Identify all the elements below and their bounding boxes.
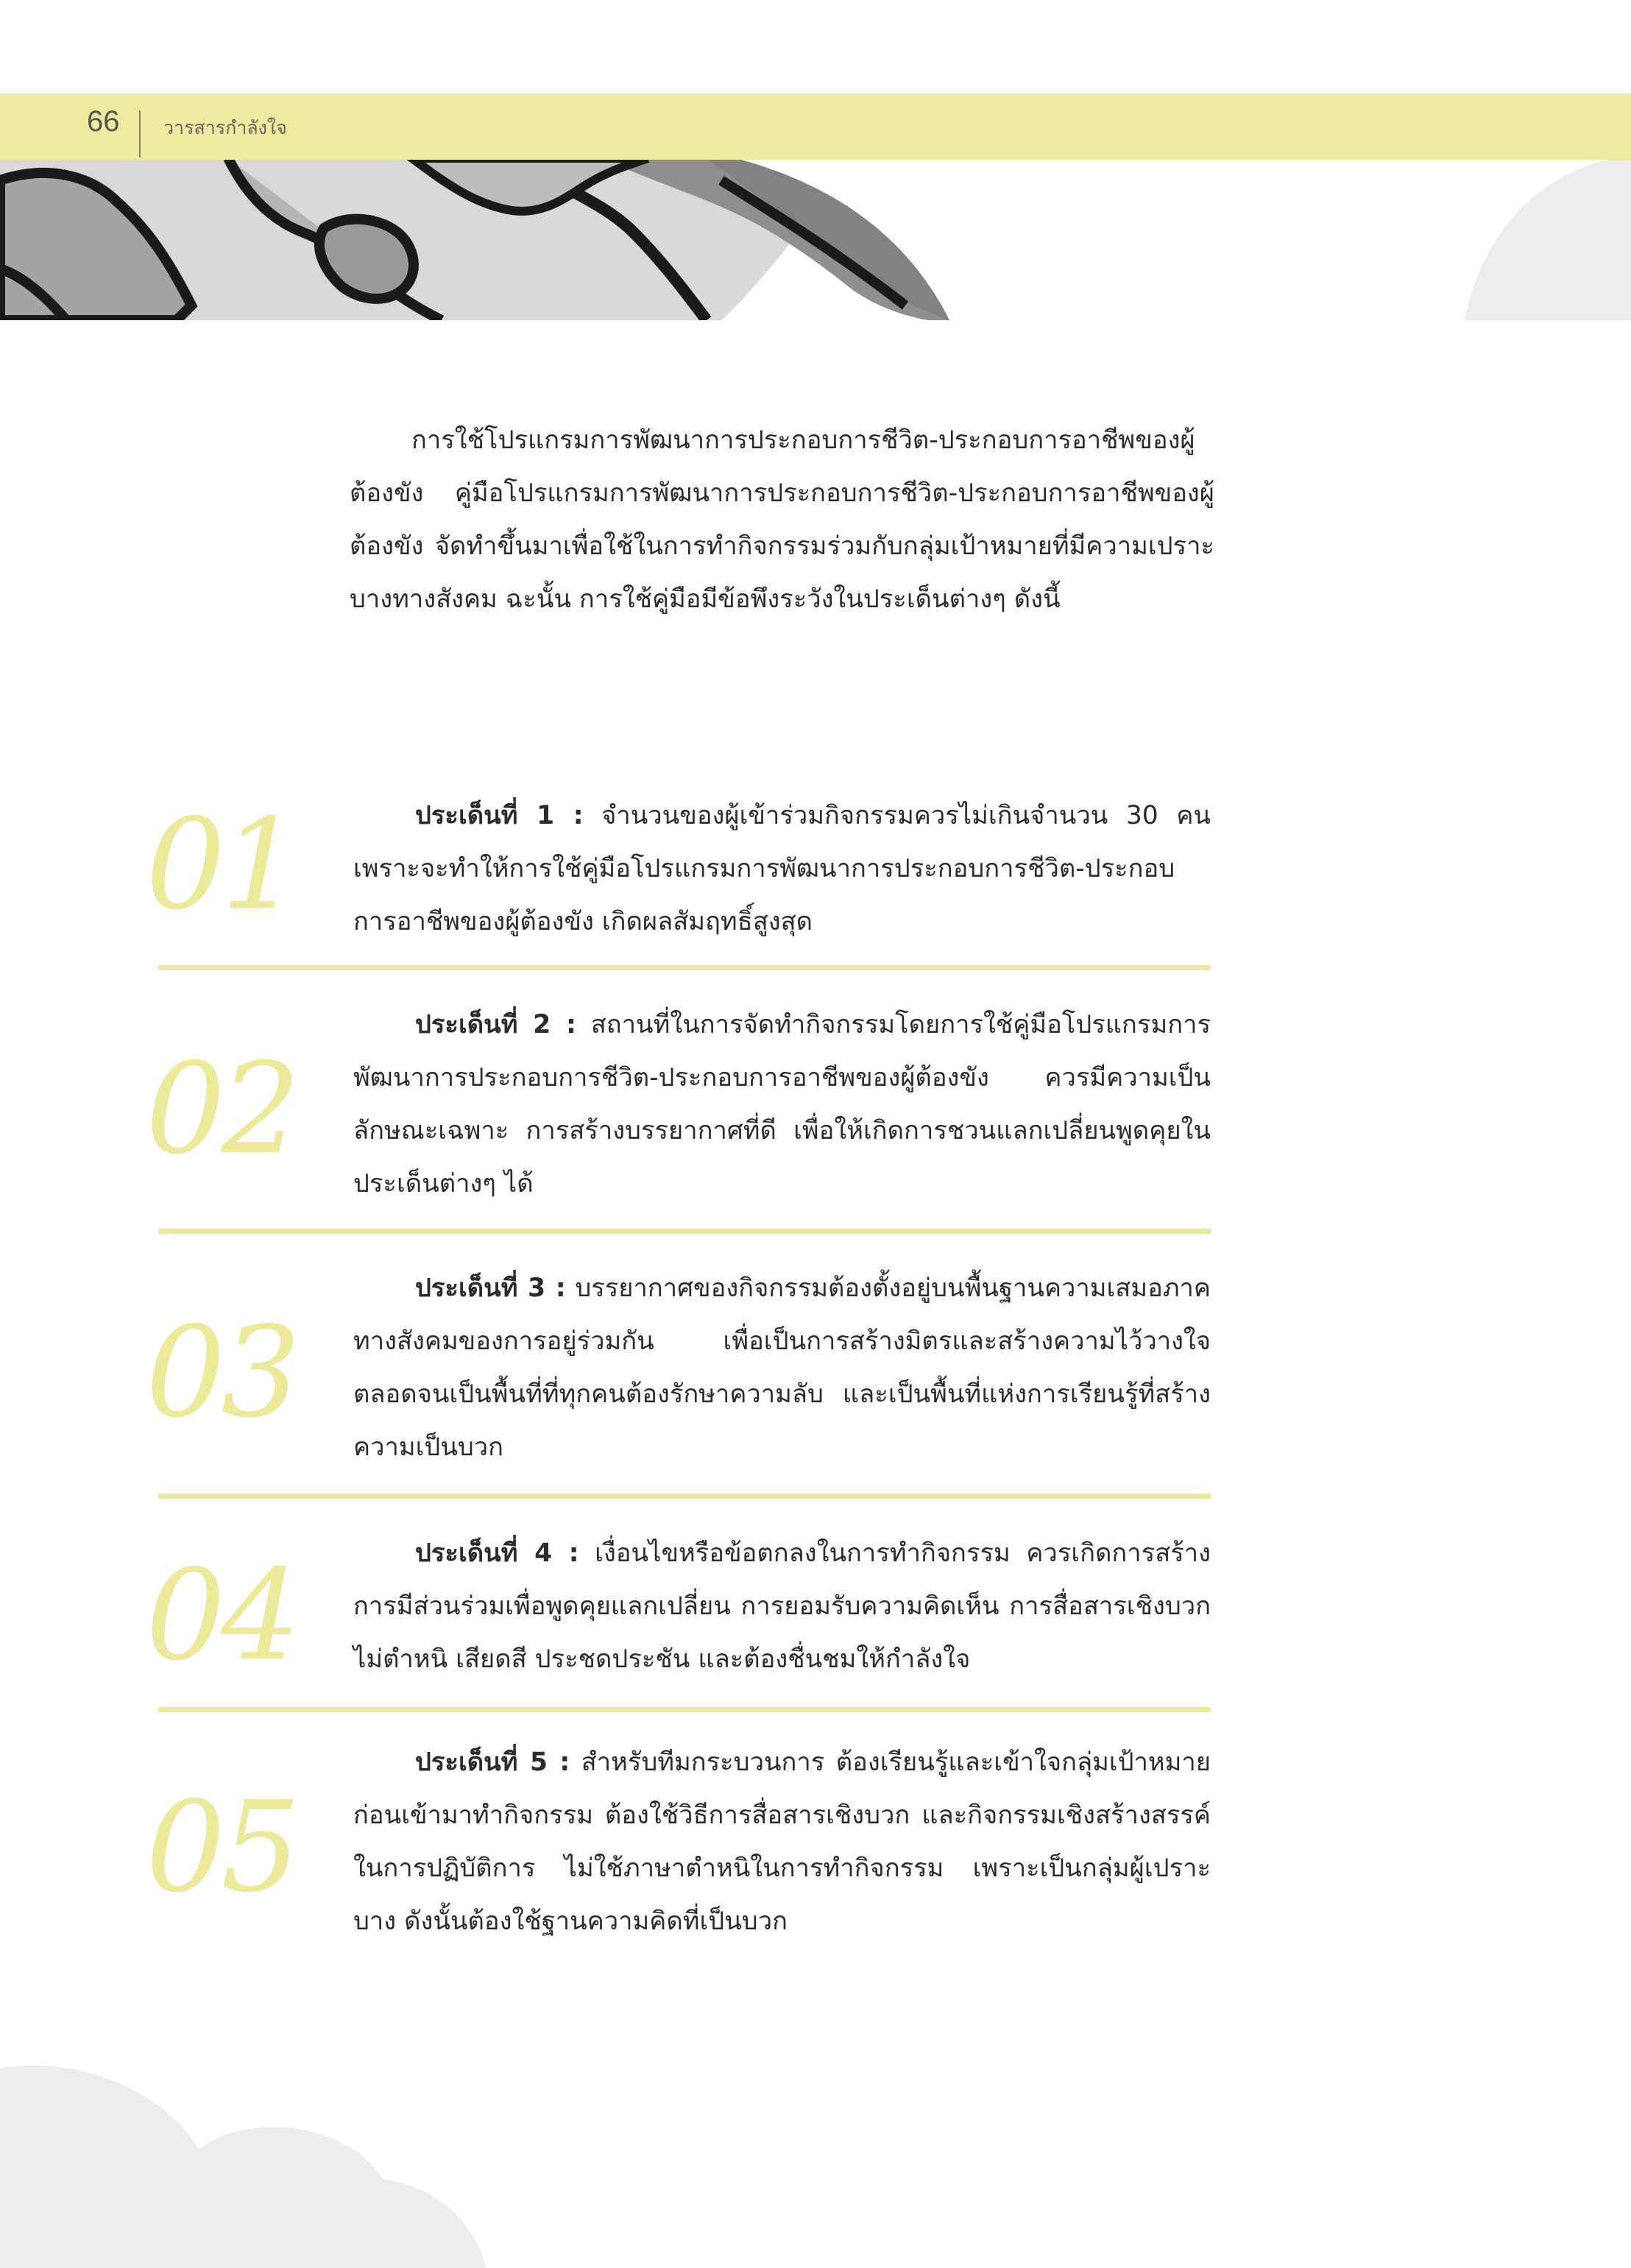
issue-1-paragraph: [353, 789, 1211, 948]
header-divider: [139, 110, 141, 158]
issue-number-2: 02: [146, 1036, 297, 1182]
issue-divider-4: [158, 1707, 1211, 1712]
issue-5-paragraph: [353, 1736, 1211, 1948]
issue-number-3: 03: [146, 1300, 297, 1446]
issue-4-label: ประเด็นที่ 4 :: [415, 1539, 579, 1568]
globe-edge-mask: [736, 158, 1030, 320]
issue-3-paragraph: [353, 1262, 1211, 1474]
bottom-left-cloud-decoration: [0, 2054, 486, 2268]
issue-1-text: จำนวนของผู้เข้าร่วมกิจกรรมควรไม่เกินจำนวน 30 คน เพราะจะทำให้การใช้คู่มือโปรแกรมการพัฒนาการประกอบการชีวิต-ประกอบการอาชีพของผู้ต้องขัง เกิดผลสัมฤทธิ์สูงสุด: [353, 801, 1211, 936]
issue-2-paragraph: [353, 998, 1211, 1210]
intro-paragraph: การใช้โปรแกรมการพัฒนาการประกอบการชีวิต-ประกอบการอาชีพของผู้ต้องขัง คู่มือโปรแกรมการพัฒนาการประกอบการชีวิต-ประกอบการอาชีพของผู้ต้องขัง จัดทำขึ้นมาเพื่อใช้ในการทำกิจกรรมร่วมกับกลุ่มเป้าหมายที่มีความเปราะบางทางสังคม ฉะนั้น การใช้คู่มือมีข้อพึงระวังในประเด็นต่างๆ ดังนี้: [350, 425, 1214, 614]
issue-divider-3: [158, 1494, 1211, 1499]
issue-4-text: เงื่อนไขหรือข้อตกลงในการทำกิจกรรม ควรเกิดการสร้างการมีส่วนร่วมเพื่อพูดคุยแลกเปลี่ยน การยอมรับความคิดเห็น การสื่อสารเชิงบวก ไม่ตำหนิ เสียดสี ประชดประชัน และต้องชื่นชมให้กำลังใจ: [353, 1539, 1211, 1674]
issue-divider-1: [158, 965, 1211, 970]
issue-3-label: ประเด็นที่ 3 :: [415, 1273, 566, 1303]
issue-1-label: ประเด็นที่ 1 :: [415, 801, 584, 830]
issue-5-label: ประเด็นที่ 5 :: [415, 1748, 570, 1777]
issue-number-4: 04: [146, 1543, 297, 1689]
issue-3-text: บรรยากาศของกิจกรรมต้องตั้งอยู่บนพื้นฐานความเสมอภาคทางสังคมของการอยู่ร่วมกัน เพื่อเป็นการสร้างมิตรและสร้างความไว้วางใจ ตลอดจนเป็นพื้นที่ที่ทุกคนต้องรักษาความลับ และเป็นพื้นที่แห่งการเรียนรู้ที่สร้างความเป็นบวก: [353, 1273, 1211, 1462]
journal-title: วารสารกำลังใจ: [163, 117, 287, 138]
issue-number-1: 01: [146, 792, 297, 938]
issue-divider-2: [158, 1229, 1211, 1234]
issue-2-text: สถานที่ในการจัดทำกิจกรรมโดยการใช้คู่มือโปรแกรมการพัฒนาการประกอบการชีวิต-ประกอบการอาชีพของผู้ต้องขัง ควรมีความเป็นลักษณะเฉพาะ การสร้างบรรยากาศที่ดี เพื่อให้เกิดการชวนแลกเปลี่ยนพูดคุยในประเด็นต่างๆ ได้: [353, 1010, 1211, 1198]
page-number: 66: [87, 105, 120, 138]
issue-number-5: 05: [146, 1775, 297, 1921]
issue-5-text: สำหรับทีมกระบวนการ ต้องเรียนรู้และเข้าใจกลุ่มเป้าหมายก่อนเข้ามาทำกิจกรรม ต้องใช้วิธีการสื่อสารเชิงบวก และกิจกรรมเชิงสร้างสรรค์ในการปฏิบัติการ ไม่ใช้ภาษาตำหนิในการทำกิจกรรม เพราะเป็นกลุ่มผู้เปราะบาง ดังนั้นต้องใช้ฐานความคิดที่เป็นบวก: [353, 1748, 1211, 1936]
top-right-cloud-decoration: [1465, 155, 1631, 320]
issue-2-label: ประเด็นที่ 2 :: [415, 1010, 576, 1039]
issue-4-paragraph: [353, 1527, 1211, 1686]
